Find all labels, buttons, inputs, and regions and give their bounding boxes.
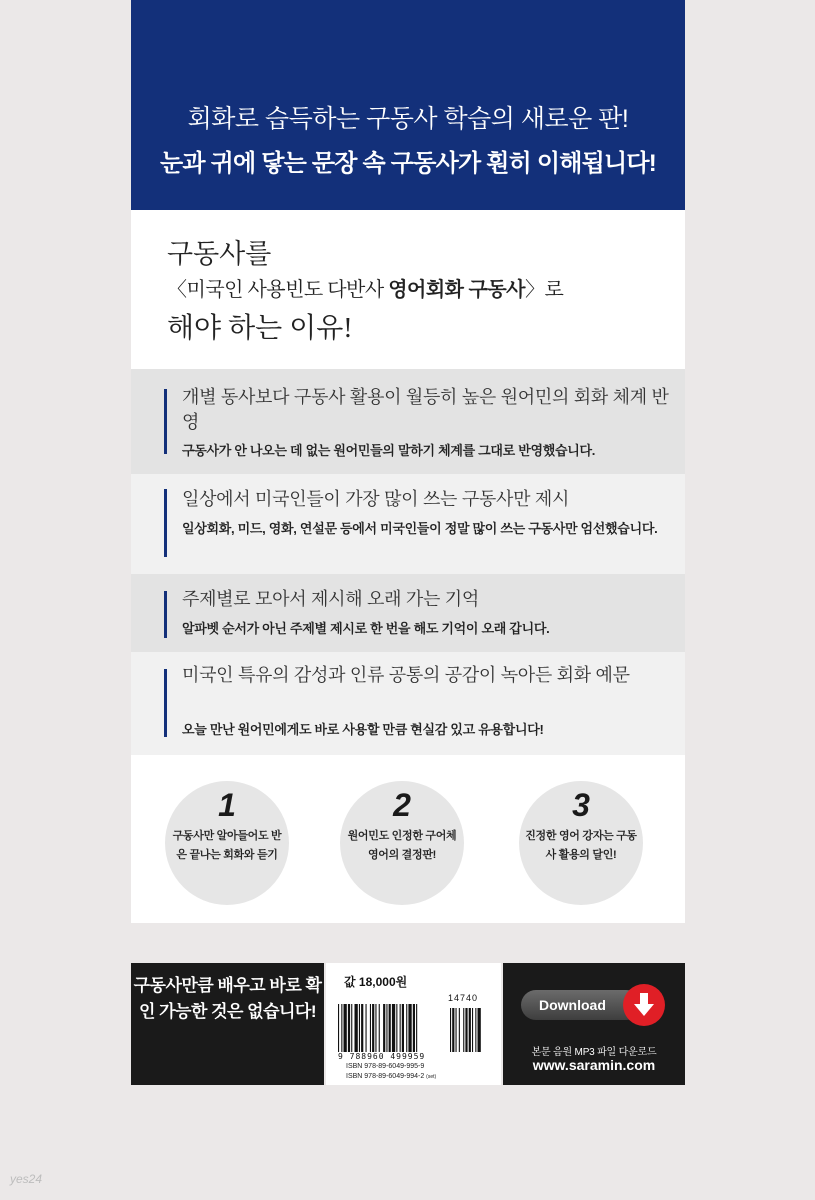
feature-text: 구동사만 알아들어도 반은 끝나는 회화와 듣기 (172, 830, 282, 861)
feature-number: 3 (572, 787, 590, 823)
banner-headline: 회화로 습득하는 구동사 학습의 새로운 판! (187, 105, 629, 133)
book-back-cover (131, 0, 685, 923)
reason-4 (131, 652, 685, 755)
isbn-line: ISBN 978-89-6049-995-9 (346, 1063, 425, 1070)
isbn-set-line (346, 1073, 436, 1080)
why-line-2-prefix: 〈미국인 사용빈도 다반사 (167, 279, 389, 301)
reason-3 (131, 574, 685, 652)
download-url-link[interactable]: www.saramin.com (532, 1057, 656, 1073)
download-button[interactable]: Download (521, 990, 641, 1020)
slogan-box (131, 963, 324, 1085)
barcode-box (326, 963, 501, 1085)
feature-number: 2 (393, 787, 411, 823)
feature-text: 진정한 영어 강자는 구동사 활용의 달인! (525, 830, 637, 861)
feature-3 (519, 781, 643, 905)
reason-accent-bar (164, 591, 167, 638)
reason-2 (131, 474, 685, 574)
download-arrow-icon (623, 984, 665, 1026)
barcode-addon-number: 14740 (448, 993, 479, 1003)
watermark-logo: yes24 (10, 1172, 43, 1186)
reason-accent-bar (164, 489, 167, 557)
reason-desc: 알파벳 순서가 아닌 주제별 제시로 한 번을 해도 기억이 오래 갑니다. (182, 621, 550, 636)
price-label: 값 18,000원 (344, 975, 408, 989)
reason-1 (131, 369, 685, 474)
reason-accent-bar (164, 669, 167, 737)
feature-1 (165, 781, 289, 905)
why-line-3: 해야 하는 이유! (167, 313, 353, 344)
reason-desc: 일상회화, 미드, 영화, 연설문 등에서 미국인들이 정말 많이 쓰는 구동사만 엄선했습니다. (182, 521, 658, 536)
feature-2 (340, 781, 464, 905)
reason-title: 개별 동사보다 구동사 활용이 월등히 높은 원어민의 회화 체계 반영 (182, 387, 669, 432)
reason-title: 주제별로 모아서 제시해 오래 가는 기억 (182, 589, 479, 609)
barcode-digits: 9 788960 499959 (338, 1052, 426, 1061)
feature-number: 1 (218, 787, 236, 823)
reason-desc: 오늘 만난 원어민에게도 바로 사용할 만큼 현실감 있고 유용합니다! (182, 722, 544, 737)
download-caption: 본문 음원 MP3 파일 다운로드 (531, 1047, 657, 1058)
why-line-1: 구동사를 (167, 239, 272, 269)
reason-desc: 구동사가 안 나오는 데 없는 원어민들의 말하기 체계를 그대로 반영했습니다. (182, 443, 596, 458)
slogan-text: 구동사만큼 배우고 바로 확인 가능한 것은 없습니다! (133, 976, 322, 1021)
why-line-2 (167, 275, 667, 305)
reason-title: 미국인 특유의 감성과 인류 공통의 공감이 녹아든 회화 예문 (182, 665, 630, 685)
why-line-2-bold: 영어회화 구동사 (388, 279, 525, 301)
why-heading (167, 236, 667, 349)
isbn-set-tag: (set) (426, 1074, 437, 1080)
bottom-strip (131, 963, 685, 1085)
isbn-set-number: ISBN 978-89-6049-994-2 (346, 1073, 425, 1080)
feature-text: 원어민도 인정한 구어체 영어의 결정판! (347, 830, 457, 861)
banner-subheadline: 눈과 귀에 닿는 문장 속 구동사가 훤히 이해됩니다! (160, 150, 656, 177)
top-banner (131, 0, 685, 210)
why-line-2-suffix: 〉로 (525, 279, 564, 301)
reason-accent-bar (164, 389, 167, 454)
download-box (503, 963, 685, 1085)
barcode-graphic (338, 1004, 495, 1052)
reason-title: 일상에서 미국인들이 가장 많이 쓰는 구동사만 제시 (182, 489, 570, 509)
